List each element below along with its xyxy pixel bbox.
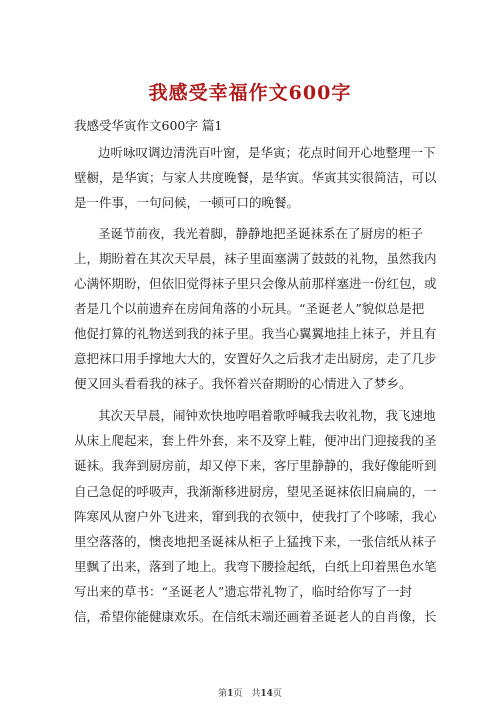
footer-middle: 页 共 [233, 689, 261, 699]
total-pages-number: 14 [260, 689, 273, 699]
text-line: 心满怀期盼，但依旧觉得袜子里只会像从前那样塞进一份红包，或 [74, 276, 437, 291]
text-line: 从床上爬起来，套上件外套，来不及穿上鞋，便冲出门迎接我的圣 [74, 433, 437, 448]
text-line: 边听咏叹调边清洗百叶窗，是华寅；花点时间开心地整理一下 [98, 145, 436, 160]
text-line: 上，期盼着在其次天早晨，袜子里面塞满了鼓鼓的礼物，虽然我内 [74, 251, 437, 266]
text-line: 是一件事，一句问候，一顿可口的晚餐。 [74, 195, 300, 210]
page-footer [0, 686, 500, 699]
text-line: 信，希望你能健康欢乐。在信纸末端还画着圣诞老人的自肖像，长 [74, 609, 437, 624]
text-line: 者是几个以前遗弃在房间角落的小玩具。“圣诞老人”貌似总是把 [74, 301, 425, 316]
text-line: 其次天早晨，闹钟欢快地哼唱着歌呼喊我去收礼物，我飞速地 [98, 408, 436, 423]
text-line: 便又回头看看我的袜子。我怀着兴奋期盼的心情进入了梦乡。 [74, 376, 412, 391]
text-line: 圣诞节前夜，我光着脚，静静地把圣诞袜系在了厨房的柜子 [98, 226, 424, 241]
text-line: 自己急促的呼吸声，我渐渐移进厨房，望见圣诞袜依旧扁扁的，一 [74, 484, 437, 499]
footer-suffix: 页 [272, 689, 282, 699]
text-line: 里飘了出来，落到了地上。我弯下腰捡起纸，白纸上印着黑色水笔 [74, 559, 437, 574]
text-line: 壁橱，是华寅；与家人共度晚餐，是华寅。华寅其实很简洁，可以 [74, 170, 437, 185]
text-line: 写出来的草书：“圣诞老人”遗忘带礼物了，临时给你写了一封 [74, 584, 412, 599]
footer-prefix: 第 [218, 689, 228, 699]
text-line: 他促打算的礼物送到我的袜子里。我当心翼翼地挂上袜子，并且有 [74, 326, 437, 341]
page-title: 我感受幸福作文600字 [148, 82, 352, 104]
current-page-number: 1 [227, 689, 234, 699]
text-line: 阵寒风从窗户外飞进来，窜到我的衣领中，使我打了个哆嗦，我心 [74, 509, 437, 524]
text-line: 里空落落的，懊丧地把圣诞袜从柜子上猛拽下来，一张信纸从袜子 [74, 534, 437, 549]
essay-subtitle: 我感受华寅作文600字 篇1 [74, 118, 223, 133]
text-line: 诞袜。我奔到厨房前，却又停下来，客厅里静静的，我好像能听到 [74, 458, 437, 473]
text-line: 意把袜口用手撑地大大的，安置好久之后我才走出厨房，走了几步 [74, 351, 437, 366]
